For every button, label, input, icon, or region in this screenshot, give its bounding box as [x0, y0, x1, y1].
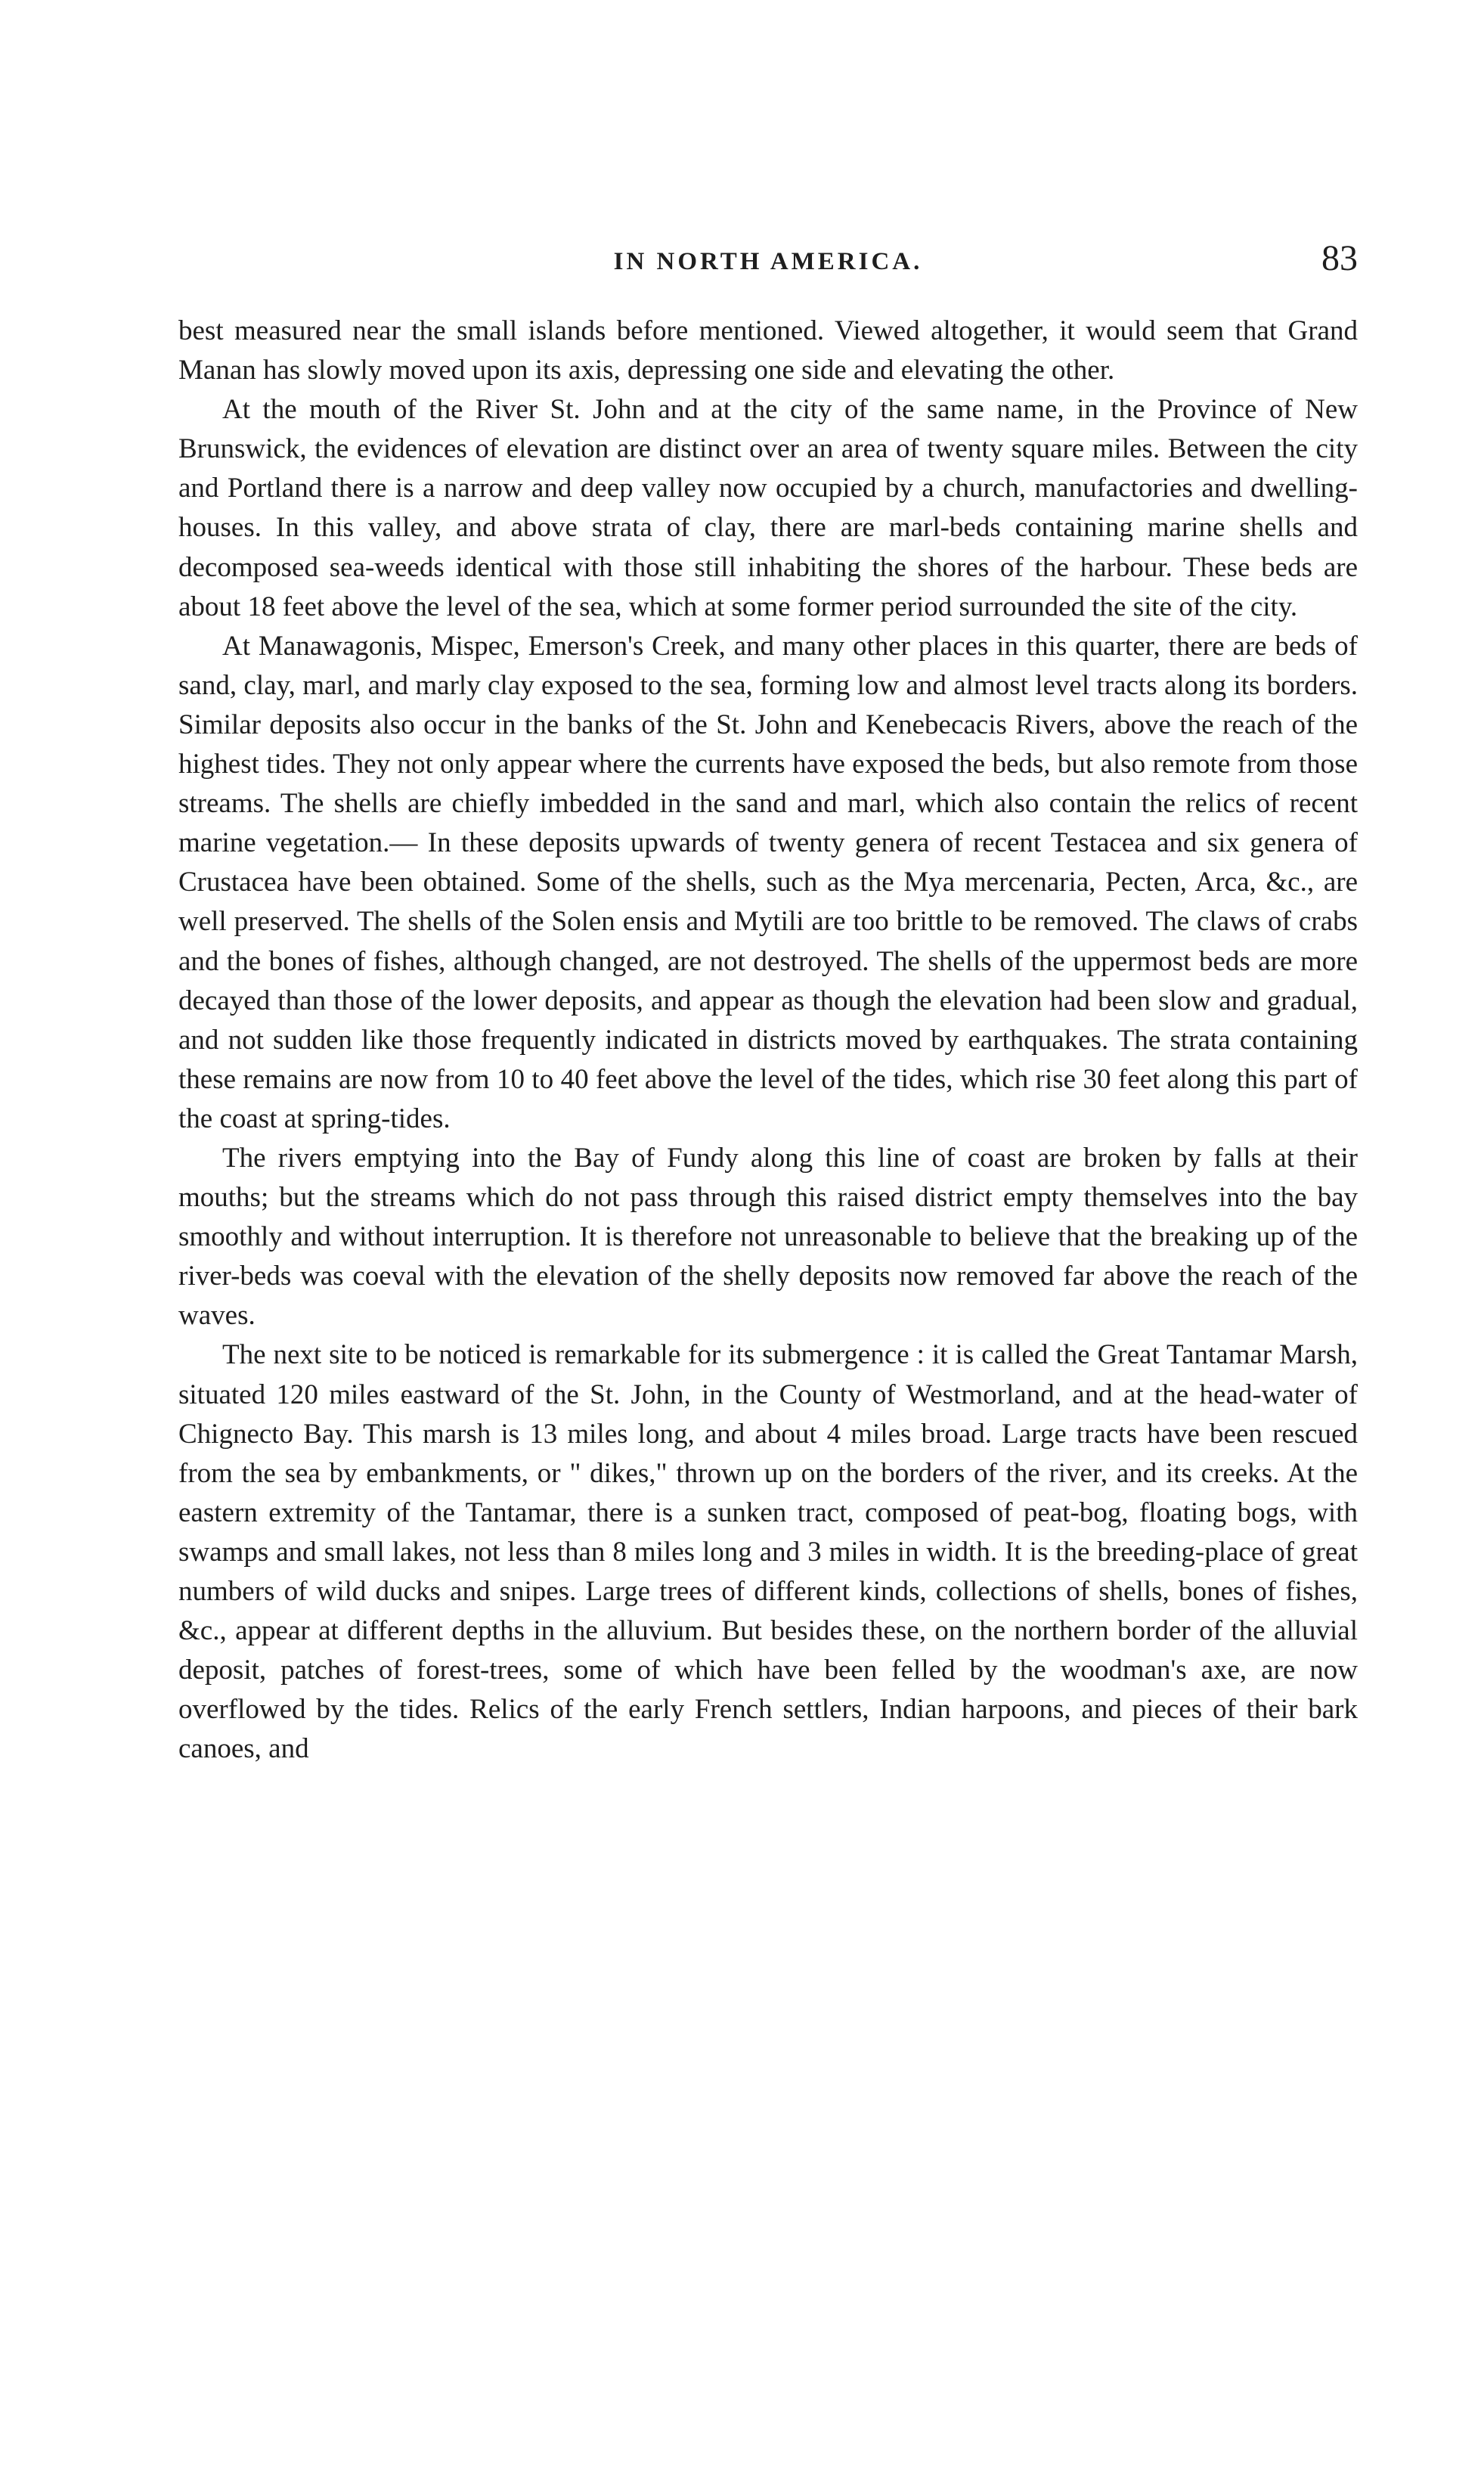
running-head [178, 227, 1358, 287]
paragraph-1: best measured near the small islands before mentioned. Viewed altogether, it would seem that Grand Manan has slowly moved upon its axis, depressing one side and elevating the other. [178, 315, 1358, 386]
running-title: IN NORTH AMERICA. [613, 248, 923, 275]
paragraph-4: The rivers emptying into the Bay of Fundy along this line of coast are broken by falls at their mouths; but the streams which do not pass through this raised district empty themselves into the bay smoothly and without interruption. It is therefore not unreasonable to believe that the breaking up of the river-beds was coeval with the elevation of the shelly deposits now removed far above the reach of the waves. [178, 1142, 1358, 1332]
page-number: 83 [1321, 238, 1358, 278]
body-text [178, 312, 1358, 1769]
paragraph-2: At the mouth of the River St. John and at the city of the same name, in the Province of New Brunswick, the evidences of elevation are distinct over an area of twenty square miles. Between the city and Portland there is a narrow and deep valley now occupied by a church, manufactories and dwelling-houses. In this valley, and above strata of clay, there are marl-beds containing marine shells and decomposed sea-weeds identical with those still inhabiting the shores of the harbour. These beds are about 18 feet above the level of the sea, which at some former period surrounded the site of the city. [178, 394, 1358, 622]
paragraph-5: The next site to be noticed is remarkable for its submergence : it is called the Great Tantamar Marsh, situated 120 miles eastward of the St. John, in the County of Westmorland, and at the head-water of Chignecto Bay. This marsh is 13 miles long, and about 4 miles broad. Large tracts have been rescued from the sea by embankments, or " dikes," thrown up on the borders of the river, and its creeks. At the eastern extremity of the Tantamar, there is a sunken tract, composed of peat-bog, floating bogs, with swamps and small lakes, not less than 8 miles long and 3 miles in width. It is the breeding-place of great numbers of wild ducks and snipes. Large trees of different kinds, collections of shells, bones of fishes, &c., appear at different depths in the alluvium. But besides these, on the northern border of the alluvial deposit, patches of forest-trees, some of which have been felled by the woodman's axe, are now overflowed by the tides. Relics of the early French settlers, Indian harpoons, and pieces of their bark canoes, and [178, 1339, 1358, 1765]
paragraph-3: At Manawagonis, Mispec, Emerson's Creek, and many other places in this quarter, there are beds of sand, clay, marl, and marly clay exposed to the sea, forming low and almost level tracts along its borders. Similar deposits also occur in the banks of the St. John and Kenebecacis Rivers, above the reach of the highest tides. They not only appear where the currents have exposed the beds, but also remote from those streams. The shells are chiefly imbedded in the sand and marl, which also contain the relics of recent marine vegetation.— In these deposits upwards of twenty genera of recent Testacea and six genera of Crustacea have been obtained. Some of the shells, such as the Mya mercenaria, Pecten, Arca, &c., are well preserved. The shells of the Solen ensis and Mytili are too brittle to be removed. The claws of crabs and the bones of fishes, although changed, are not destroyed. The shells of the uppermost beds are more decayed than those of the lower deposits, and appear as though the elevation had been slow and gradual, and not sudden like those frequently indicated in districts moved by earthquakes. The strata containing these remains are now from 10 to 40 feet above the level of the tides, which rise 30 feet along this part of the coast at spring-tides. [178, 630, 1358, 1134]
